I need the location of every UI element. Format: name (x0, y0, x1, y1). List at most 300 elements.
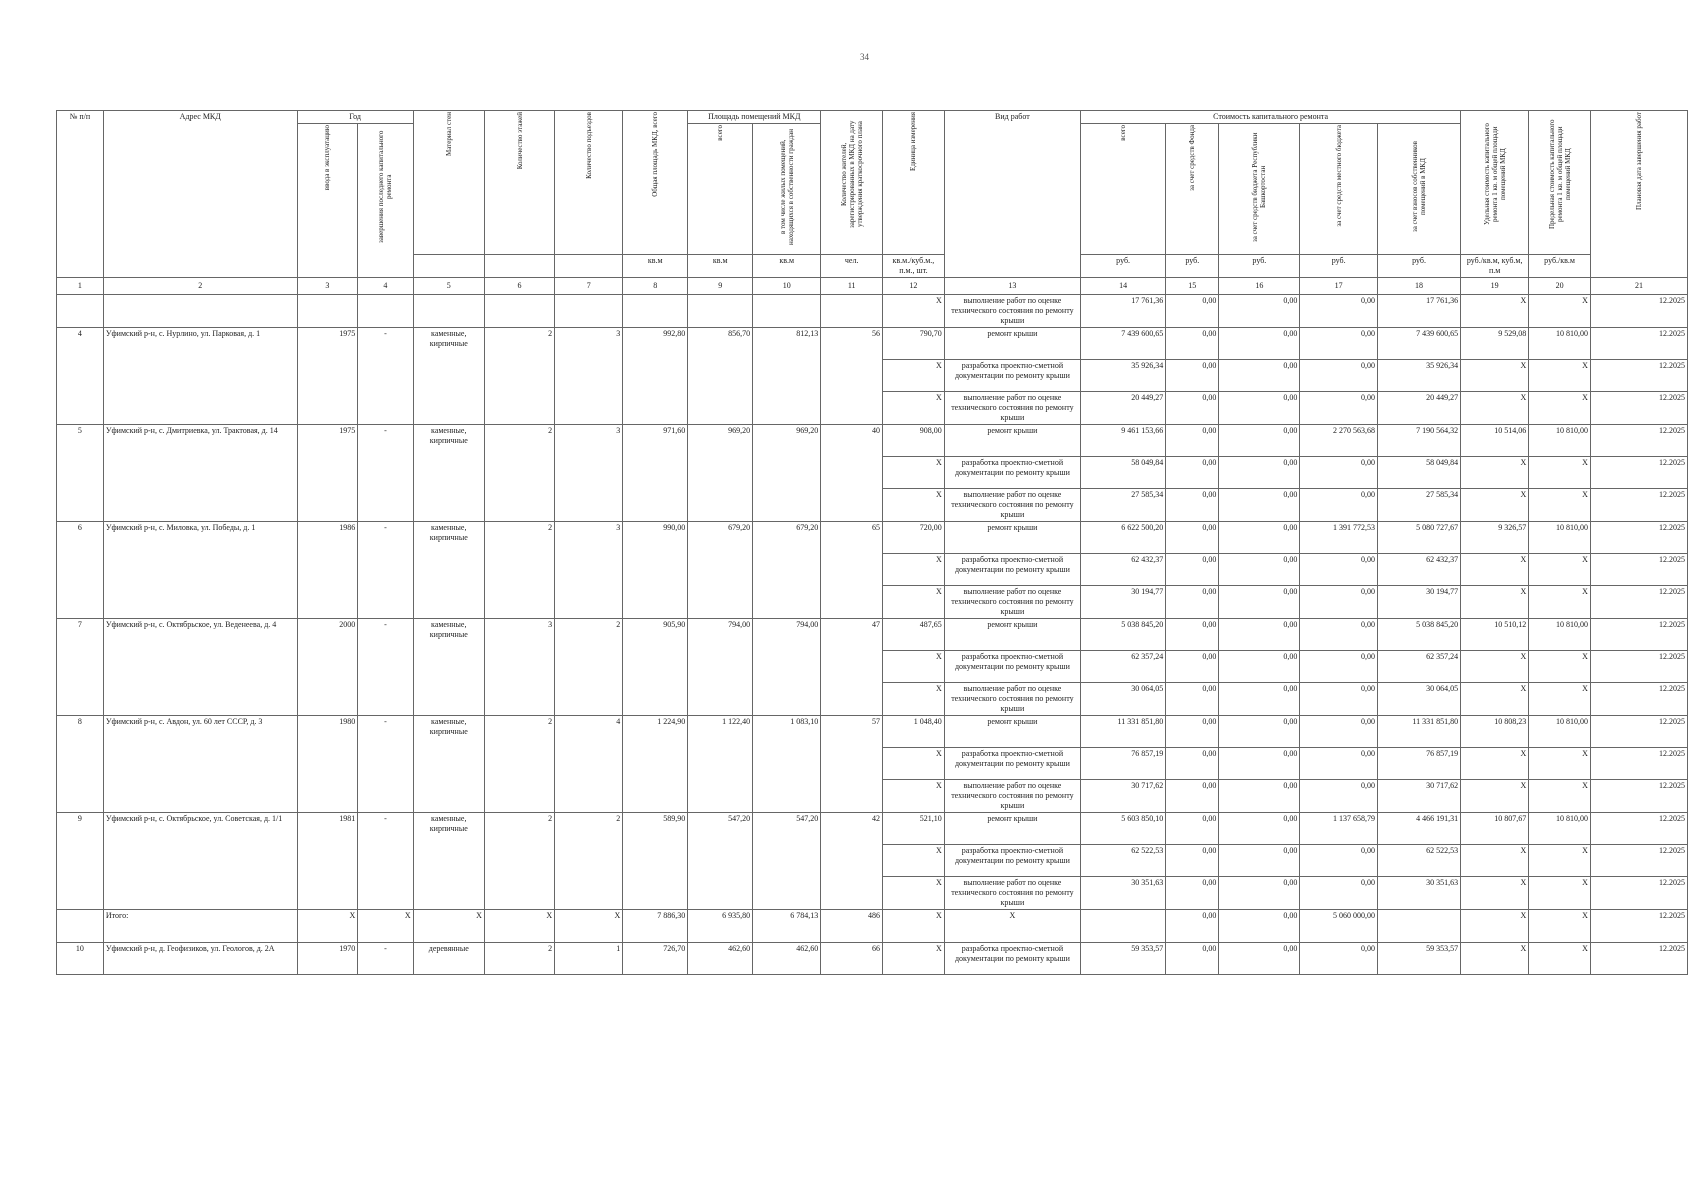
cell-floors: 2 (484, 813, 554, 910)
cell-date: 12.2025 (1590, 780, 1687, 813)
cell-premises-total: 547,20 (688, 813, 753, 910)
header-residents: Количество жителей, зарегистрированных в МКД на дату утверждения краткосрочного плана (821, 111, 883, 255)
header-cost-fund: за счет средств Фонда (1166, 124, 1219, 255)
header-premises-residential: в том числе жилых помещений, находящихся в собственности граждан (753, 124, 821, 255)
cell-unit: Х (883, 651, 945, 683)
cell-owners: 76 857,19 (1378, 748, 1461, 780)
cell-total: 62 432,37 (1081, 554, 1166, 586)
cell (297, 295, 358, 328)
cell-regional: 0,00 (1219, 813, 1300, 845)
unit-wall (413, 255, 484, 278)
cell-work: разработка проектно-сметной документации по ремонту крыши (944, 360, 1080, 392)
unit-cost-total: руб. (1081, 255, 1166, 278)
cell-last-repair: - (358, 328, 413, 425)
cell-residents: 66 (821, 943, 883, 975)
cell-owners (1378, 910, 1461, 943)
cell-date: 12.2025 (1590, 457, 1687, 489)
cell-work: выполнение работ по оценке технического состояния по ремонту крыши (944, 683, 1080, 716)
cell-limit-cost: 10 810,00 (1529, 813, 1591, 845)
cell-unit: 720,00 (883, 522, 945, 554)
cell-regional: 0,00 (1219, 716, 1300, 748)
cell-no: 10 (57, 943, 104, 975)
cell-fund: 0,00 (1166, 295, 1219, 328)
cell-owners: 58 049,84 (1378, 457, 1461, 489)
cell-limit-cost: Х (1529, 943, 1591, 975)
unit-total-area: кв.м (623, 255, 688, 278)
cell-date: 12.2025 (1590, 425, 1687, 457)
cell-entrances: Х (555, 910, 623, 943)
cell-address: Уфимский р-н, с. Октябрьское, ул. Советская, д. 1/1 (103, 813, 297, 910)
cell-owners: 30 064,05 (1378, 683, 1461, 716)
header-year-last-repair: завершения последнего капитального ремонта (358, 124, 413, 278)
unit-unit: кв.м./куб.м., п.м., шт. (883, 255, 945, 278)
column-number: 7 (555, 278, 623, 295)
cell-floors: 2 (484, 328, 554, 425)
cell (623, 295, 688, 328)
cell-total-area: 992,80 (623, 328, 688, 425)
cell-work: разработка проектно-сметной документации по ремонту крыши (944, 651, 1080, 683)
cell-entrances: 3 (555, 522, 623, 619)
column-number: 4 (358, 278, 413, 295)
column-number: 9 (688, 278, 753, 295)
cell-work: выполнение работ по оценке технического состояния по ремонту крыши (944, 392, 1080, 425)
column-number: 2 (103, 278, 297, 295)
cell-date: 12.2025 (1590, 360, 1687, 392)
header-unit-cost: Удельная стоимость капитального ремонта 1 кв. м общей площади помещений МКД (1461, 111, 1529, 255)
cell-date: 12.2025 (1590, 522, 1687, 554)
table-row (57, 425, 1688, 457)
cell-regional: 0,00 (1219, 748, 1300, 780)
header-cost-total: всего (1081, 124, 1166, 255)
cell-unit: 521,10 (883, 813, 945, 845)
cell-total: 27 585,34 (1081, 489, 1166, 522)
cell-premises-residential: 6 784,13 (753, 910, 821, 943)
cell-total-area: 971,60 (623, 425, 688, 522)
cell-regional: 0,00 (1219, 360, 1300, 392)
cell-last-repair: - (358, 522, 413, 619)
column-number: 19 (1461, 278, 1529, 295)
cell-work: разработка проектно-сметной документации по ремонту крыши (944, 943, 1080, 975)
unit-premises-residential: кв.м (753, 255, 821, 278)
cell-entrances: 4 (555, 716, 623, 813)
cell-unit-cost: Х (1461, 360, 1529, 392)
column-number: 21 (1590, 278, 1687, 295)
cell-unit-cost: Х (1461, 457, 1529, 489)
column-number: 11 (821, 278, 883, 295)
cell-premises-total: 1 122,40 (688, 716, 753, 813)
cell-work: выполнение работ по оценке технического состояния по ремонту крыши (944, 586, 1080, 619)
cell-premises-residential: 794,00 (753, 619, 821, 716)
header-planned-date: Плановая дата завершения работ (1590, 111, 1687, 278)
cell-work: разработка проектно-сметной документации по ремонту крыши (944, 748, 1080, 780)
cell-date: 12.2025 (1590, 910, 1687, 943)
cell-total: 30 717,62 (1081, 780, 1166, 813)
header-cost-regional: за счет средств бюджета Республики Башкортостан (1219, 124, 1300, 255)
cell-date: 12.2025 (1590, 489, 1687, 522)
cell-premises-total: 794,00 (688, 619, 753, 716)
cell-owners: 5 038 845,20 (1378, 619, 1461, 651)
cell (821, 295, 883, 328)
cell-year: 1975 (297, 328, 358, 425)
cell-unit: Х (883, 586, 945, 619)
cell-wall: каменные, кирпичные (413, 522, 484, 619)
cell-floors: 2 (484, 522, 554, 619)
cell-date: 12.2025 (1590, 295, 1687, 328)
cell-local: 0,00 (1300, 651, 1378, 683)
column-number: 1 (57, 278, 104, 295)
header-unit: Единица измерения (883, 111, 945, 255)
cell-owners: 35 926,34 (1378, 360, 1461, 392)
cell-work: ремонт крыши (944, 328, 1080, 360)
cell-entrances: 3 (555, 425, 623, 522)
cell-no: 4 (57, 328, 104, 425)
cell-unit: Х (883, 489, 945, 522)
cell-wall: каменные, кирпичные (413, 328, 484, 425)
cell-owners: 4 466 191,31 (1378, 813, 1461, 845)
cell-local: 0,00 (1300, 619, 1378, 651)
cell-last-repair: - (358, 716, 413, 813)
cell-wall: каменные, кирпичные (413, 813, 484, 910)
cell-fund: 0,00 (1166, 392, 1219, 425)
unit-cost-regional: руб. (1219, 255, 1300, 278)
table-row (57, 328, 1688, 360)
cell (57, 295, 104, 328)
cell-limit-cost: Х (1529, 780, 1591, 813)
cell-floors: Х (484, 910, 554, 943)
cell-limit-cost: Х (1529, 489, 1591, 522)
cell-no: 6 (57, 522, 104, 619)
cell-local: 0,00 (1300, 943, 1378, 975)
cell-unit: Х (883, 877, 945, 910)
cell-unit-cost: Х (1461, 586, 1529, 619)
cell-work: ремонт крыши (944, 716, 1080, 748)
cell-date: 12.2025 (1590, 683, 1687, 716)
cell-floors: 2 (484, 425, 554, 522)
cell-total-area: 7 886,30 (623, 910, 688, 943)
cell-local: 5 060 000,00 (1300, 910, 1378, 943)
cell-unit: Х (883, 360, 945, 392)
header-limit-cost: Предельная стоимость капитального ремонта 1 кв. м общей площади помещений МКД (1529, 111, 1591, 255)
header-row-group (57, 111, 1688, 124)
cell-date: 12.2025 (1590, 943, 1687, 975)
cell-floors: 2 (484, 943, 554, 975)
cell-unit-cost: Х (1461, 392, 1529, 425)
cell-unit: Х (883, 943, 945, 975)
cell-limit-cost: 10 810,00 (1529, 522, 1591, 554)
cell (413, 295, 484, 328)
itogo-row (57, 910, 1688, 943)
column-number: 14 (1081, 278, 1166, 295)
cell-unit-cost: Х (1461, 683, 1529, 716)
cell-unit: 487,65 (883, 619, 945, 651)
cell-address: Уфимский р-н, д. Геофизиков, ул. Геологов, д. 2А (103, 943, 297, 975)
cell-fund: 0,00 (1166, 489, 1219, 522)
cell-last-repair: - (358, 943, 413, 975)
cell-work: выполнение работ по оценке технического состояния по ремонту крыши (944, 489, 1080, 522)
column-number: 10 (753, 278, 821, 295)
cell-owners: 27 585,34 (1378, 489, 1461, 522)
cell-total: 59 353,57 (1081, 943, 1166, 975)
cell-date: 12.2025 (1590, 877, 1687, 910)
cell-local: 0,00 (1300, 295, 1378, 328)
cell-premises-total: 462,60 (688, 943, 753, 975)
cell-regional: 0,00 (1219, 522, 1300, 554)
cell-unit-cost: Х (1461, 554, 1529, 586)
cell-fund: 0,00 (1166, 877, 1219, 910)
cell-fund: 0,00 (1166, 457, 1219, 489)
cell-limit-cost: Х (1529, 554, 1591, 586)
cell-regional: 0,00 (1219, 877, 1300, 910)
header-total-area: Общая площадь МКД, всего (623, 111, 688, 255)
cell-fund: 0,00 (1166, 943, 1219, 975)
cell-local: 0,00 (1300, 683, 1378, 716)
unit-entrances (555, 255, 623, 278)
cell-unit-cost: Х (1461, 489, 1529, 522)
cell-owners: 62 522,53 (1378, 845, 1461, 877)
cell-year: 1986 (297, 522, 358, 619)
cell-year: 1981 (297, 813, 358, 910)
cell-floors: 3 (484, 619, 554, 716)
cell-work: разработка проектно-сметной документации по ремонту крыши (944, 457, 1080, 489)
column-number: 12 (883, 278, 945, 295)
cell-unit: Х (883, 457, 945, 489)
cell-residents: 56 (821, 328, 883, 425)
cell-unit: 908,00 (883, 425, 945, 457)
unit-cost-fund: руб. (1166, 255, 1219, 278)
cell-regional: 0,00 (1219, 651, 1300, 683)
unit-cost-local: руб. (1300, 255, 1378, 278)
cell-owners: 30 351,63 (1378, 877, 1461, 910)
cell-work: Х (944, 910, 1080, 943)
cell-wall: Х (413, 910, 484, 943)
cell (358, 295, 413, 328)
cell-owners: 62 357,24 (1378, 651, 1461, 683)
cell-owners: 20 449,27 (1378, 392, 1461, 425)
cell-local: 0,00 (1300, 586, 1378, 619)
unit-cost-owners: руб. (1378, 255, 1461, 278)
unit-unit-cost: руб./кв.м, куб.м, п.м (1461, 255, 1529, 278)
cell-address: Уфимский р-н, с. Октябрьское, ул. Веденеева, д. 4 (103, 619, 297, 716)
cell-wall: каменные, кирпичные (413, 619, 484, 716)
cell-date: 12.2025 (1590, 328, 1687, 360)
cell-date: 12.2025 (1590, 716, 1687, 748)
cell-residents: 42 (821, 813, 883, 910)
cell-total: 9 461 153,66 (1081, 425, 1166, 457)
cell-regional: 0,00 (1219, 683, 1300, 716)
cell-unit-cost: 10 808,23 (1461, 716, 1529, 748)
header-entrances: Количество подъездов (555, 111, 623, 255)
cell-year: 2000 (297, 619, 358, 716)
cell (753, 295, 821, 328)
cell-owners: 11 331 851,80 (1378, 716, 1461, 748)
cell-unit: 790,70 (883, 328, 945, 360)
column-number: 18 (1378, 278, 1461, 295)
cell-address: Уфимский р-н, с. Нурлино, ул. Парковая, д. 1 (103, 328, 297, 425)
cell-unit: Х (883, 392, 945, 425)
column-number: 13 (944, 278, 1080, 295)
cell-fund: 0,00 (1166, 651, 1219, 683)
cell-date: 12.2025 (1590, 845, 1687, 877)
cell-premises-residential: 679,20 (753, 522, 821, 619)
cell-total: 17 761,36 (1081, 295, 1166, 328)
cell (688, 295, 753, 328)
cell-itogo-label: Итого: (103, 910, 297, 943)
cell-unit-cost: Х (1461, 295, 1529, 328)
cell-address: Уфимский р-н, с. Авдон, ул. 60 лет СССР, д. 3 (103, 716, 297, 813)
cell-total: 58 049,84 (1081, 457, 1166, 489)
cell-entrances: 1 (555, 943, 623, 975)
cell-limit-cost: 10 810,00 (1529, 716, 1591, 748)
column-number: 3 (297, 278, 358, 295)
cell-regional: 0,00 (1219, 489, 1300, 522)
cell-date: 12.2025 (1590, 651, 1687, 683)
header-no: № п/п (57, 111, 104, 278)
column-number: 16 (1219, 278, 1300, 295)
cell-total: 30 351,63 (1081, 877, 1166, 910)
unit-premises-total: кв.м (688, 255, 753, 278)
cell-total-area: 990,00 (623, 522, 688, 619)
unit-limit-cost: руб./кв.м (1529, 255, 1591, 278)
cell-fund: 0,00 (1166, 910, 1219, 943)
cell-regional: 0,00 (1219, 845, 1300, 877)
cell-limit-cost: Х (1529, 910, 1591, 943)
cell-date: 12.2025 (1590, 392, 1687, 425)
cell-entrances: 3 (555, 328, 623, 425)
cell-regional: 0,00 (1219, 554, 1300, 586)
cell-premises-total: 969,20 (688, 425, 753, 522)
cell-unit: 1 048,40 (883, 716, 945, 748)
cell-local: 0,00 (1300, 845, 1378, 877)
cell-limit-cost: Х (1529, 748, 1591, 780)
unit-floors (484, 255, 554, 278)
cell-fund: 0,00 (1166, 522, 1219, 554)
cell-fund: 0,00 (1166, 425, 1219, 457)
cell-total: 20 449,27 (1081, 392, 1166, 425)
cell (103, 295, 297, 328)
cell-total-area: 589,90 (623, 813, 688, 910)
cell-date: 12.2025 (1590, 586, 1687, 619)
cell-local: 0,00 (1300, 328, 1378, 360)
cell-no (57, 910, 104, 943)
table-row (57, 813, 1688, 845)
cell-fund: 0,00 (1166, 619, 1219, 651)
cell-total: 35 926,34 (1081, 360, 1166, 392)
cell-no: 9 (57, 813, 104, 910)
cell-last-repair: Х (358, 910, 413, 943)
cell-premises-total: 856,70 (688, 328, 753, 425)
cell-year: 1980 (297, 716, 358, 813)
cell-year: 1970 (297, 943, 358, 975)
cell-local: 1 137 658,79 (1300, 813, 1378, 845)
cell-fund: 0,00 (1166, 328, 1219, 360)
cell-limit-cost: Х (1529, 845, 1591, 877)
cell-residents: 57 (821, 716, 883, 813)
cell-regional: 0,00 (1219, 425, 1300, 457)
cell-wall: каменные, кирпичные (413, 425, 484, 522)
cell-owners: 5 080 727,67 (1378, 522, 1461, 554)
cell-fund: 0,00 (1166, 360, 1219, 392)
cell-last-repair: - (358, 813, 413, 910)
cell-premises-residential: 812,13 (753, 328, 821, 425)
cell-owners: 7 190 564,32 (1378, 425, 1461, 457)
header-wall-material: Материал стен (413, 111, 484, 255)
repair-plan-table (56, 110, 1688, 975)
cell-local: 0,00 (1300, 877, 1378, 910)
header-cost-group: Стоимость капитального ремонта (1081, 111, 1461, 124)
table-row (57, 619, 1688, 651)
cell-regional: 0,00 (1219, 910, 1300, 943)
cell-work: выполнение работ по оценке технического состояния по ремонту крыши (944, 877, 1080, 910)
cell-total: 30 194,77 (1081, 586, 1166, 619)
cell-date: 12.2025 (1590, 748, 1687, 780)
cell-no: 5 (57, 425, 104, 522)
cell-fund: 0,00 (1166, 845, 1219, 877)
cell-last-repair: - (358, 425, 413, 522)
cell-owners: 62 432,37 (1378, 554, 1461, 586)
cell-total-area: 1 224,90 (623, 716, 688, 813)
cell-fund: 0,00 (1166, 716, 1219, 748)
cell-premises-total: 679,20 (688, 522, 753, 619)
cell-limit-cost: Х (1529, 651, 1591, 683)
cell-no: 7 (57, 619, 104, 716)
cell-regional: 0,00 (1219, 943, 1300, 975)
cell-local: 0,00 (1300, 554, 1378, 586)
cell-limit-cost: Х (1529, 360, 1591, 392)
table-row (57, 522, 1688, 554)
cell-work: ремонт крыши (944, 522, 1080, 554)
cell-regional: 0,00 (1219, 392, 1300, 425)
cell-no: 8 (57, 716, 104, 813)
cell-residents: 486 (821, 910, 883, 943)
cell-total: 62 522,53 (1081, 845, 1166, 877)
cell-work: ремонт крыши (944, 425, 1080, 457)
cell-total-area: 726,70 (623, 943, 688, 975)
column-number: 17 (1300, 278, 1378, 295)
cell-entrances: 2 (555, 813, 623, 910)
cell-total: 11 331 851,80 (1081, 716, 1166, 748)
cell-last-repair: - (358, 619, 413, 716)
cell-fund: 0,00 (1166, 813, 1219, 845)
cell-regional: 0,00 (1219, 295, 1300, 328)
cell-residents: 65 (821, 522, 883, 619)
cell-work: разработка проектно-сметной документации по ремонту крыши (944, 554, 1080, 586)
header-cost-local: за счет средств местного бюджета (1300, 124, 1378, 255)
cell-limit-cost: Х (1529, 877, 1591, 910)
header-work-type: Вид работ (944, 111, 1080, 278)
column-number: 8 (623, 278, 688, 295)
cell-local: 1 391 772,53 (1300, 522, 1378, 554)
header-floors: Количество этажей (484, 111, 554, 255)
cell-unit-cost: Х (1461, 748, 1529, 780)
cell-date: 12.2025 (1590, 554, 1687, 586)
cell-unit-cost: 10 514,06 (1461, 425, 1529, 457)
cell-fund: 0,00 (1166, 748, 1219, 780)
cell-local: 0,00 (1300, 392, 1378, 425)
cell-unit-cost: Х (1461, 877, 1529, 910)
header-premises-group: Площадь помещений МКД (688, 111, 821, 124)
cell-total: 5 603 850,10 (1081, 813, 1166, 845)
cell-limit-cost: 10 810,00 (1529, 425, 1591, 457)
column-number: 6 (484, 278, 554, 295)
cell (484, 295, 554, 328)
cell-unit-cost: Х (1461, 845, 1529, 877)
cell-unit-cost: 9 326,57 (1461, 522, 1529, 554)
cell-premises-residential: 1 083,10 (753, 716, 821, 813)
cell-floors: 2 (484, 716, 554, 813)
cell-premises-residential: 969,20 (753, 425, 821, 522)
cell-total: 5 038 845,20 (1081, 619, 1166, 651)
cell-work: разработка проектно-сметной документации по ремонту крыши (944, 845, 1080, 877)
